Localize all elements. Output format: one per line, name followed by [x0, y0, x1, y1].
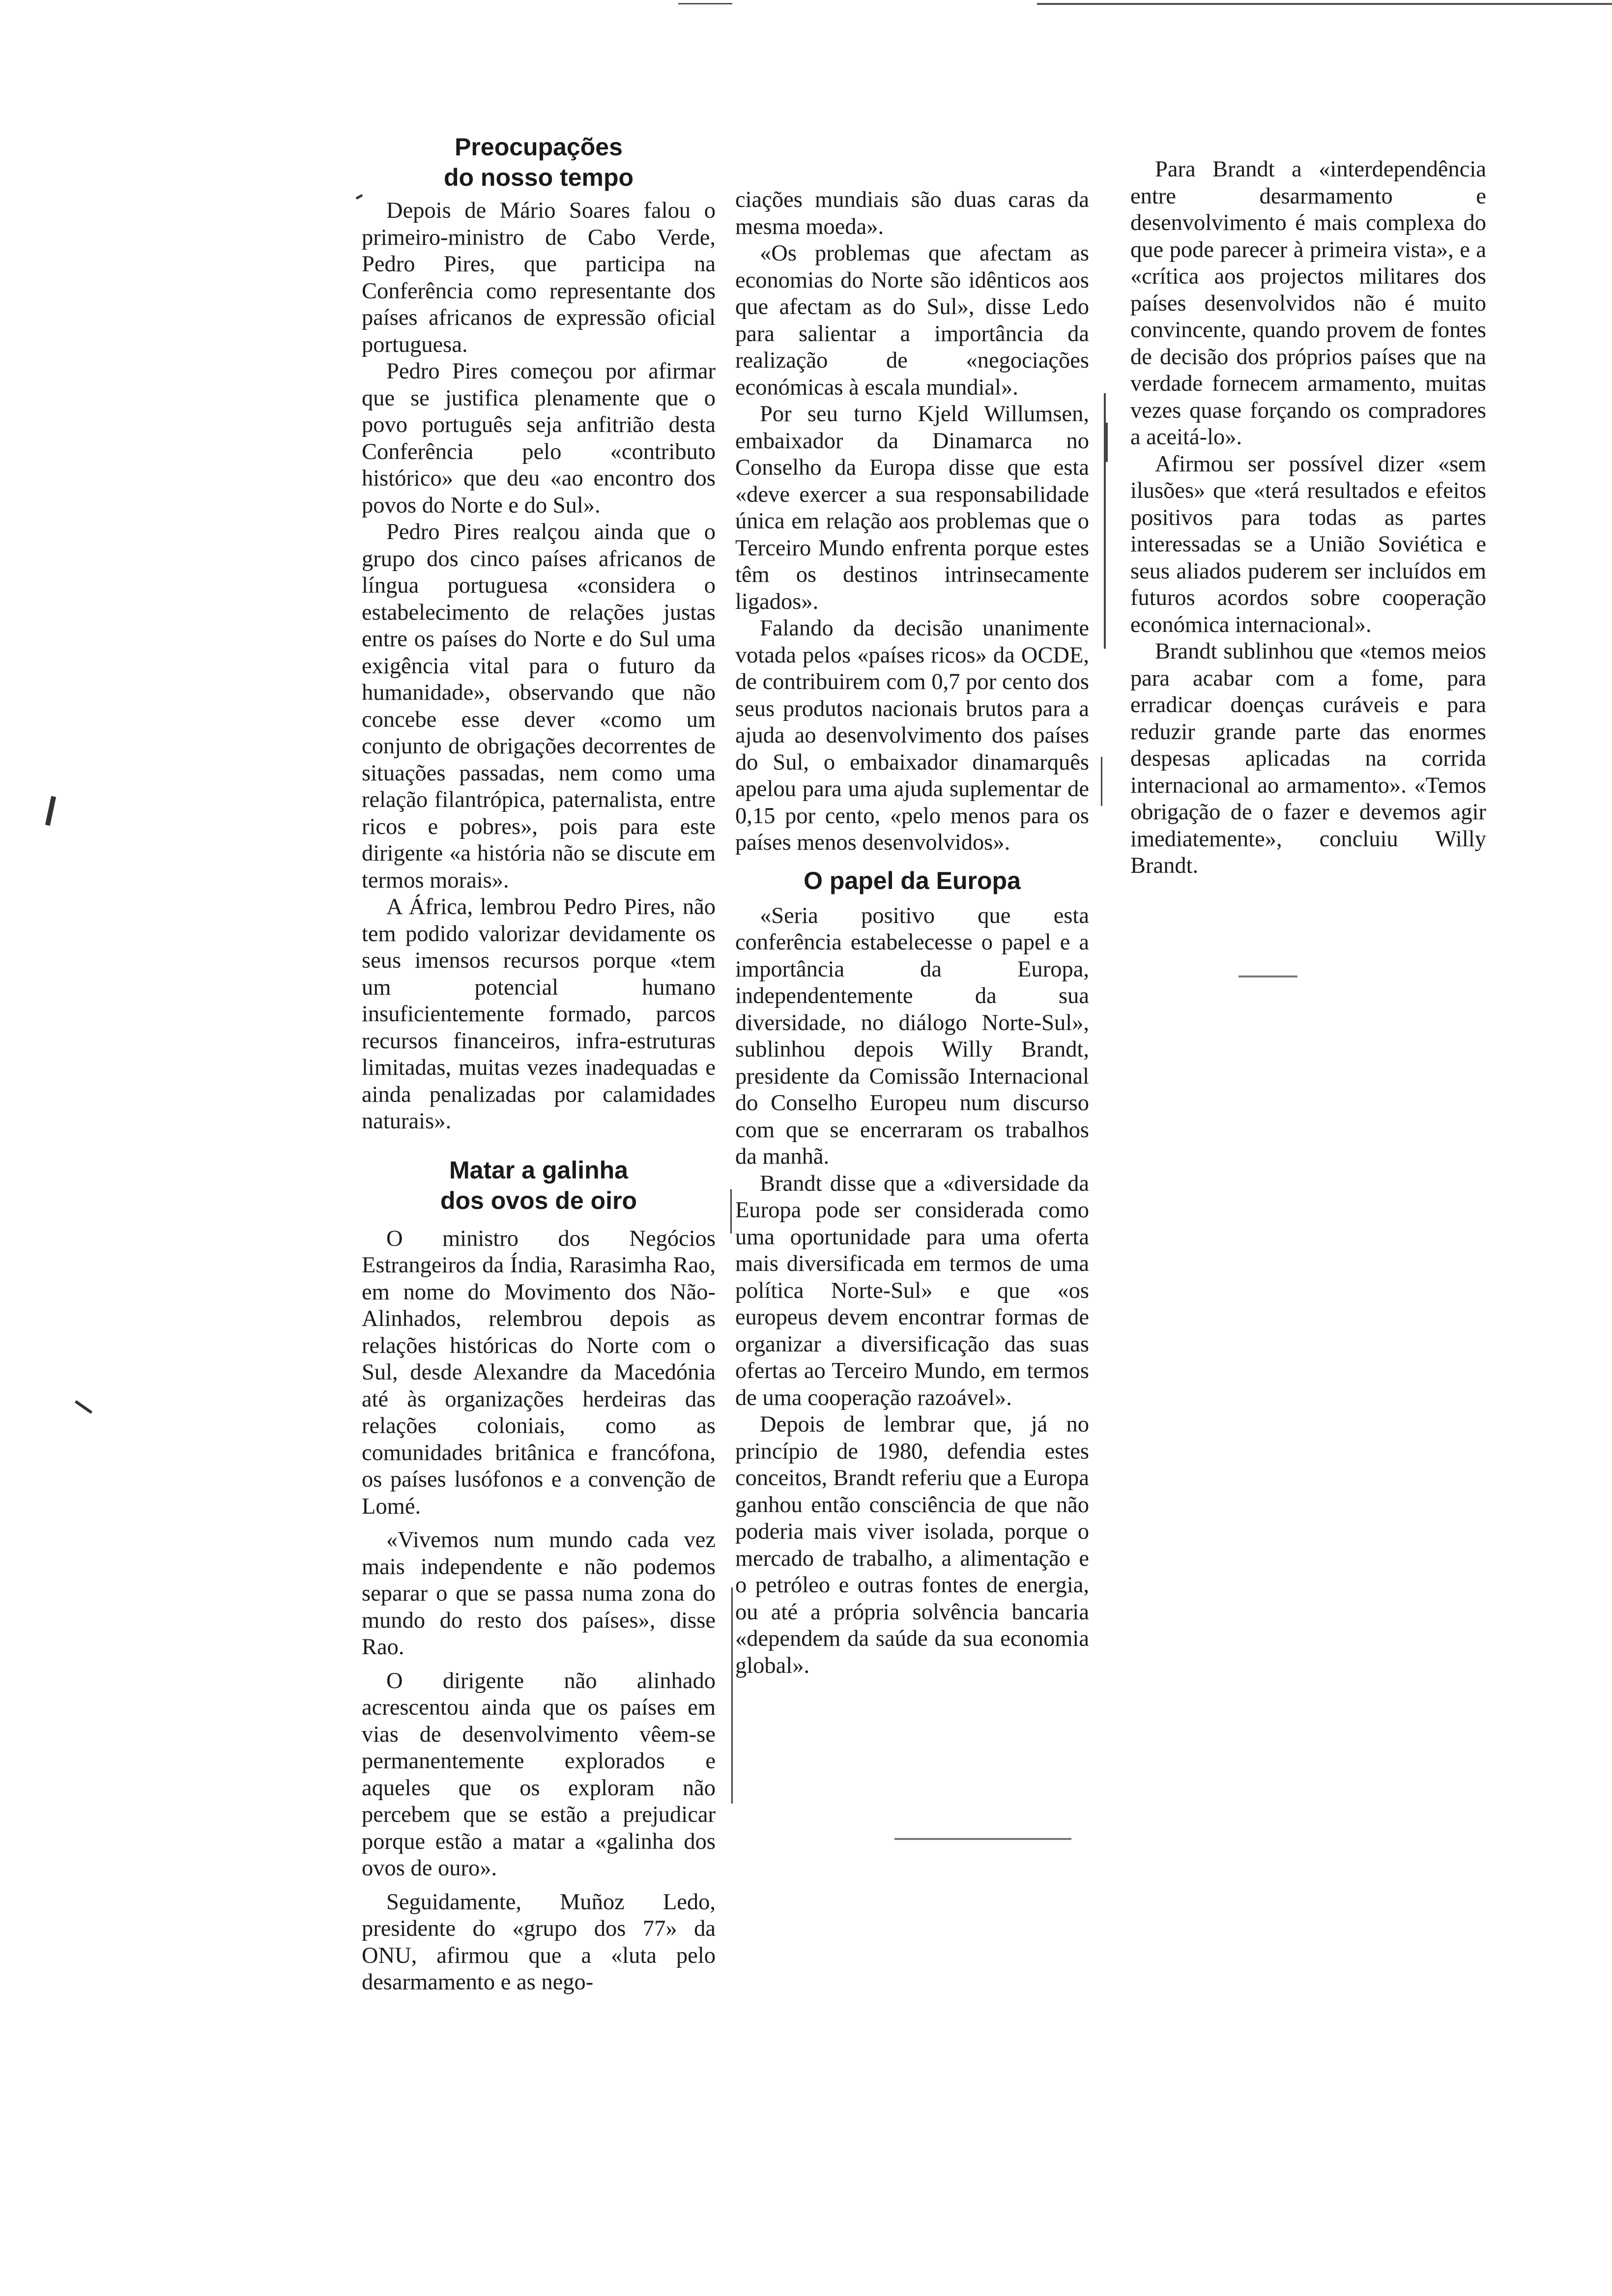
paragraph: «Seria positivo que esta conferência estabelecesse o papel e a importância da Europa, independentemente da sua diversidade, no diálogo Norte-Sul», sublinhou depois Willy Brandt, presidente da Comissão Internacional do Conselho Europeu num discurso com que se encerraram os trabalhos da manhã.	[735, 903, 1089, 1169]
section-heading: O papel da Europa	[804, 866, 1021, 894]
section-heading: Matar a galinha dos ovos de oiro	[440, 1156, 637, 1214]
column-rule	[730, 1189, 732, 1234]
paragraph: Pedro Pires realçou ainda que o grupo dos cinco países africanos de língua portuguesa «considera o estabelecimento de relações justas entre os países do Norte e do Sul uma exigência vital para o futuro da humanidade», observando que não concebe esse dever «como um conjunto de obrigações decorrentes de situações passadas, nem como uma relação filantrópica, paternalista, entre ricos e pobres», pois para este dirigente «a história não se discute em termos morais».	[362, 519, 716, 893]
article-column-3	[1130, 0, 1486, 880]
paragraph: Para Brandt a «interdependência entre desarmamento e desenvolvimento é mais complexa do que pode parecer à primeira vista», e a «crítica aos projectos militares dos países desenvolvidos não é muito convincente, quando provem de fontes de decisão dos próprios países que na verdade fornecem armamento, muitas vezes quase forçando os compradores a aceitá-lo».	[1130, 157, 1486, 450]
scan-mark	[894, 1838, 1071, 1840]
section-heading: Preocupações do nosso tempo	[443, 133, 634, 191]
column-rule	[1101, 757, 1102, 806]
column-rule	[731, 1587, 733, 1804]
paragraph: Falando da decisão unanimente votada pelos «países ricos» da OCDE, de contribuirem com 0,7 por cento dos seus produtos nacionais brutos para a ajuda ao desenvolvimento dos países do Sul, o embaixador dinamarquês apelou para uma ajuda suplementar de 0,15 por cento, «pelo menos para os países menos desenvolvidos».	[735, 616, 1089, 855]
paragraph: O dirigente não alinhado acrescentou ainda que os países em vias de desenvolvimento vêem-se permanentemente explorados e aqueles que os exploram não percebem que se estão a prejudicar porque estão a matar a «galinha dos ovos de ouro».	[362, 1668, 716, 1881]
paragraph: «Os problemas que afectam as economias do Norte são idênticos aos que afectam as do Sul», disse Ledo para salientar a importância da realização de «negociações económicas à escala mundial».	[735, 241, 1089, 400]
paragraph: Depois de lembrar que, já no princípio de 1980, defendia estes conceitos, Brandt referiu que a Europa ganhou então consciência de que não poderia mais viver isolada, porque o mercado de trabalho, a alimentação e o petróleo e outras fontes de energia, ou até a própria solvência bancaria «dependem da saúde da sua economia global».	[735, 1412, 1089, 1678]
scan-mark	[75, 1400, 92, 1414]
paragraph: Brandt disse que a «diversidade da Europa pode ser considerada como uma oportunidade para uma oferta mais diversificada em termos de uma política Norte-Sul» e que «os europeus devem encontrar formas de organizar a diversificação das suas ofertas ao Terceiro Mundo, em termos de uma cooperação razoável».	[735, 1171, 1089, 1410]
paragraph: Seguidamente, Muñoz Ledo, presidente do «grupo dos 77» da ONU, afirmou que a «luta pelo desarmamento e as nego-	[362, 1889, 716, 1995]
paragraph: «Vivemos num mundo cada vez mais independente e não podemos separar o que se passa numa zona do mundo do resto dos países», disse Rao.	[362, 1527, 716, 1660]
paragraph: Afirmou ser possível dizer «sem ilusões» que «terá resultados e efeitos positivos para todas as partes interessadas se a União Soviética e seus aliados puderem ser incluídos em futuros acordos sobre cooperação económica internacional».	[1130, 451, 1486, 637]
paragraph: Depois de Mário Soares falou o primeiro-ministro de Cabo Verde, Pedro Pires, que participa na Conferência como representante dos países africanos de expressão oficial portuguesa.	[362, 198, 716, 357]
paragraph: Pedro Pires começou por afirmar que se justifica plenamente que o povo português seja anfitrião desta Conferência pelo «contributo histórico» que deu «ao encontro dos povos do Norte e do Sul».	[362, 359, 716, 518]
paragraph: ciações mundiais são duas caras da mesma moeda».	[735, 187, 1089, 239]
scan-mark	[45, 796, 56, 826]
article-column-2	[735, 0, 1089, 1679]
paragraph: Brandt sublinhou que «temos meios para acabar com a fome, para erradicar doenças curáveis e para reduzir grande parte das enormes despesas aplicadas na corrida internacional ao armamento». «Temos obrigação de o fazer e devemos agir imediatemente», concluiu Willy Brandt.	[1130, 639, 1486, 878]
article-column-1	[362, 0, 716, 1996]
column-rule	[1106, 423, 1108, 462]
scan-mark	[1238, 976, 1297, 977]
paragraph: Por seu turno Kjeld Willumsen, embaixador da Dinamarca no Conselho da Europa disse que esta «deve exercer a sua responsabilidade única em relação aos problemas que o Terceiro Mundo enfrenta porque estes têm os destinos intrinsecamente ligados».	[735, 402, 1089, 614]
paragraph: A África, lembrou Pedro Pires, não tem podido valorizar devidamente os seus imensos recursos porque «tem um potencial humano insuficientemente formado, parcos recursos financeiros, infra-estruturas limitadas, muitas vezes inadequadas e ainda penalizadas por calamidades naturais».	[362, 894, 716, 1134]
paragraph: O ministro dos Negócios Estrangeiros da Índia, Rarasimha Rao, em nome do Movimento dos Não-Alinhados, relembrou depois as relações históricas do Norte com o Sul, desde Alexandre da Macedónia até às organizações herdeiras das relações coloniais, como as comunidades britânica e francófona, os países lusófonos e a convenção de Lomé.	[362, 1226, 716, 1519]
